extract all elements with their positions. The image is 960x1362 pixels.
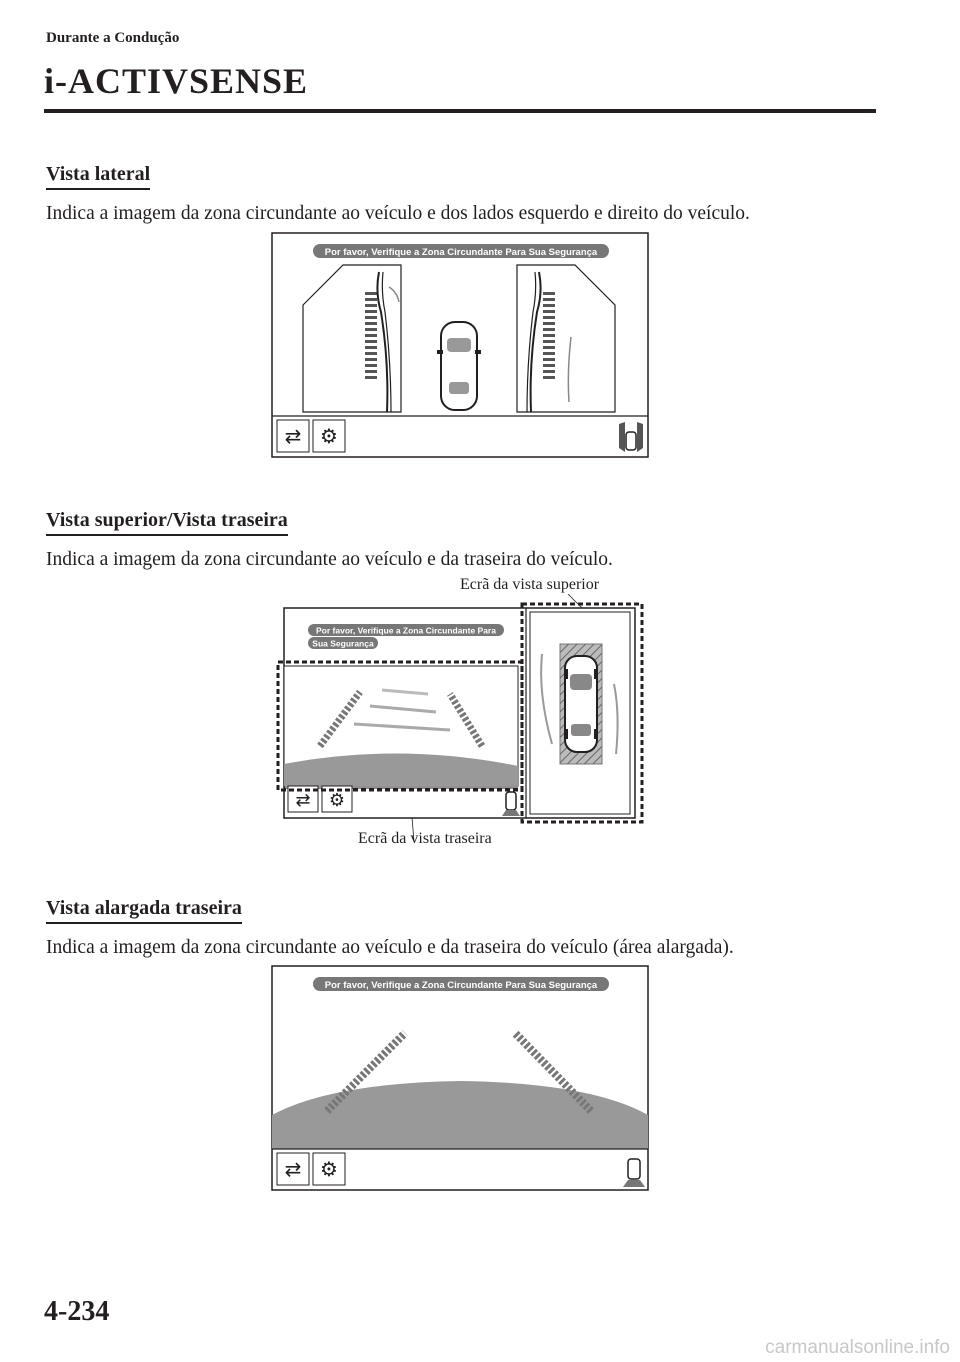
gear-icon: ⚙ — [328, 790, 346, 810]
section-label: Durante a Condução — [46, 30, 180, 46]
chapter-title: i-ACTIVSENSE — [44, 61, 309, 101]
view-switch-button[interactable] — [277, 1153, 309, 1185]
text-wide-rear-view: Indica a imagem da zona circundante ao veículo e da traseira do veículo (área alargada). — [46, 937, 734, 958]
text-top-rear-view: Indica a imagem da zona circundante ao veículo e da traseira do veículo. — [46, 549, 613, 570]
settings-button[interactable] — [313, 1153, 345, 1185]
watermark: carmanualsonline.info — [765, 1337, 950, 1358]
heading-wide-rear-view: Vista alargada traseira — [46, 897, 242, 924]
top-view-area — [526, 608, 630, 818]
settings-button[interactable] — [313, 420, 345, 452]
side-view-banner: Por favor, Verifique a Zona Circundante Para Sua Segurança — [324, 247, 598, 258]
top-rear-banner-line1: Por favor, Verifique a Zona Circundante Para — [316, 625, 496, 636]
view-switch-icon: ⇄ — [284, 426, 302, 448]
callout-rear-view: Ecrã da vista traseira — [358, 830, 492, 847]
wide-rear-view-screen — [271, 965, 649, 1191]
text-side-view: Indica a imagem da zona circundante ao veículo e dos lados esquerdo e direito do veículo. — [46, 203, 750, 224]
view-switch-icon: ⇄ — [295, 790, 311, 810]
page-number: 4-234 — [44, 1296, 110, 1327]
callout-top-view: Ecrã da vista superior — [460, 576, 600, 593]
gear-icon: ⚙ — [320, 1159, 338, 1181]
side-view-screen — [271, 232, 649, 458]
view-switch-button[interactable] — [277, 420, 309, 452]
header-rule — [44, 109, 876, 113]
car-top-view-icon — [437, 322, 481, 410]
wide-rear-banner: Por favor, Verifique a Zona Circundante Para Sua Segurança — [324, 980, 598, 991]
rear-camera-view — [284, 666, 518, 786]
view-switch-icon: ⇄ — [284, 1159, 302, 1181]
heading-top-rear-view: Vista superior/Vista traseira — [46, 509, 288, 536]
heading-side-view: Vista lateral — [46, 163, 150, 190]
top-rear-banner-line2: Sua Segurança — [312, 638, 374, 649]
gear-icon: ⚙ — [320, 426, 338, 448]
top-rear-view-screen — [270, 594, 650, 844]
